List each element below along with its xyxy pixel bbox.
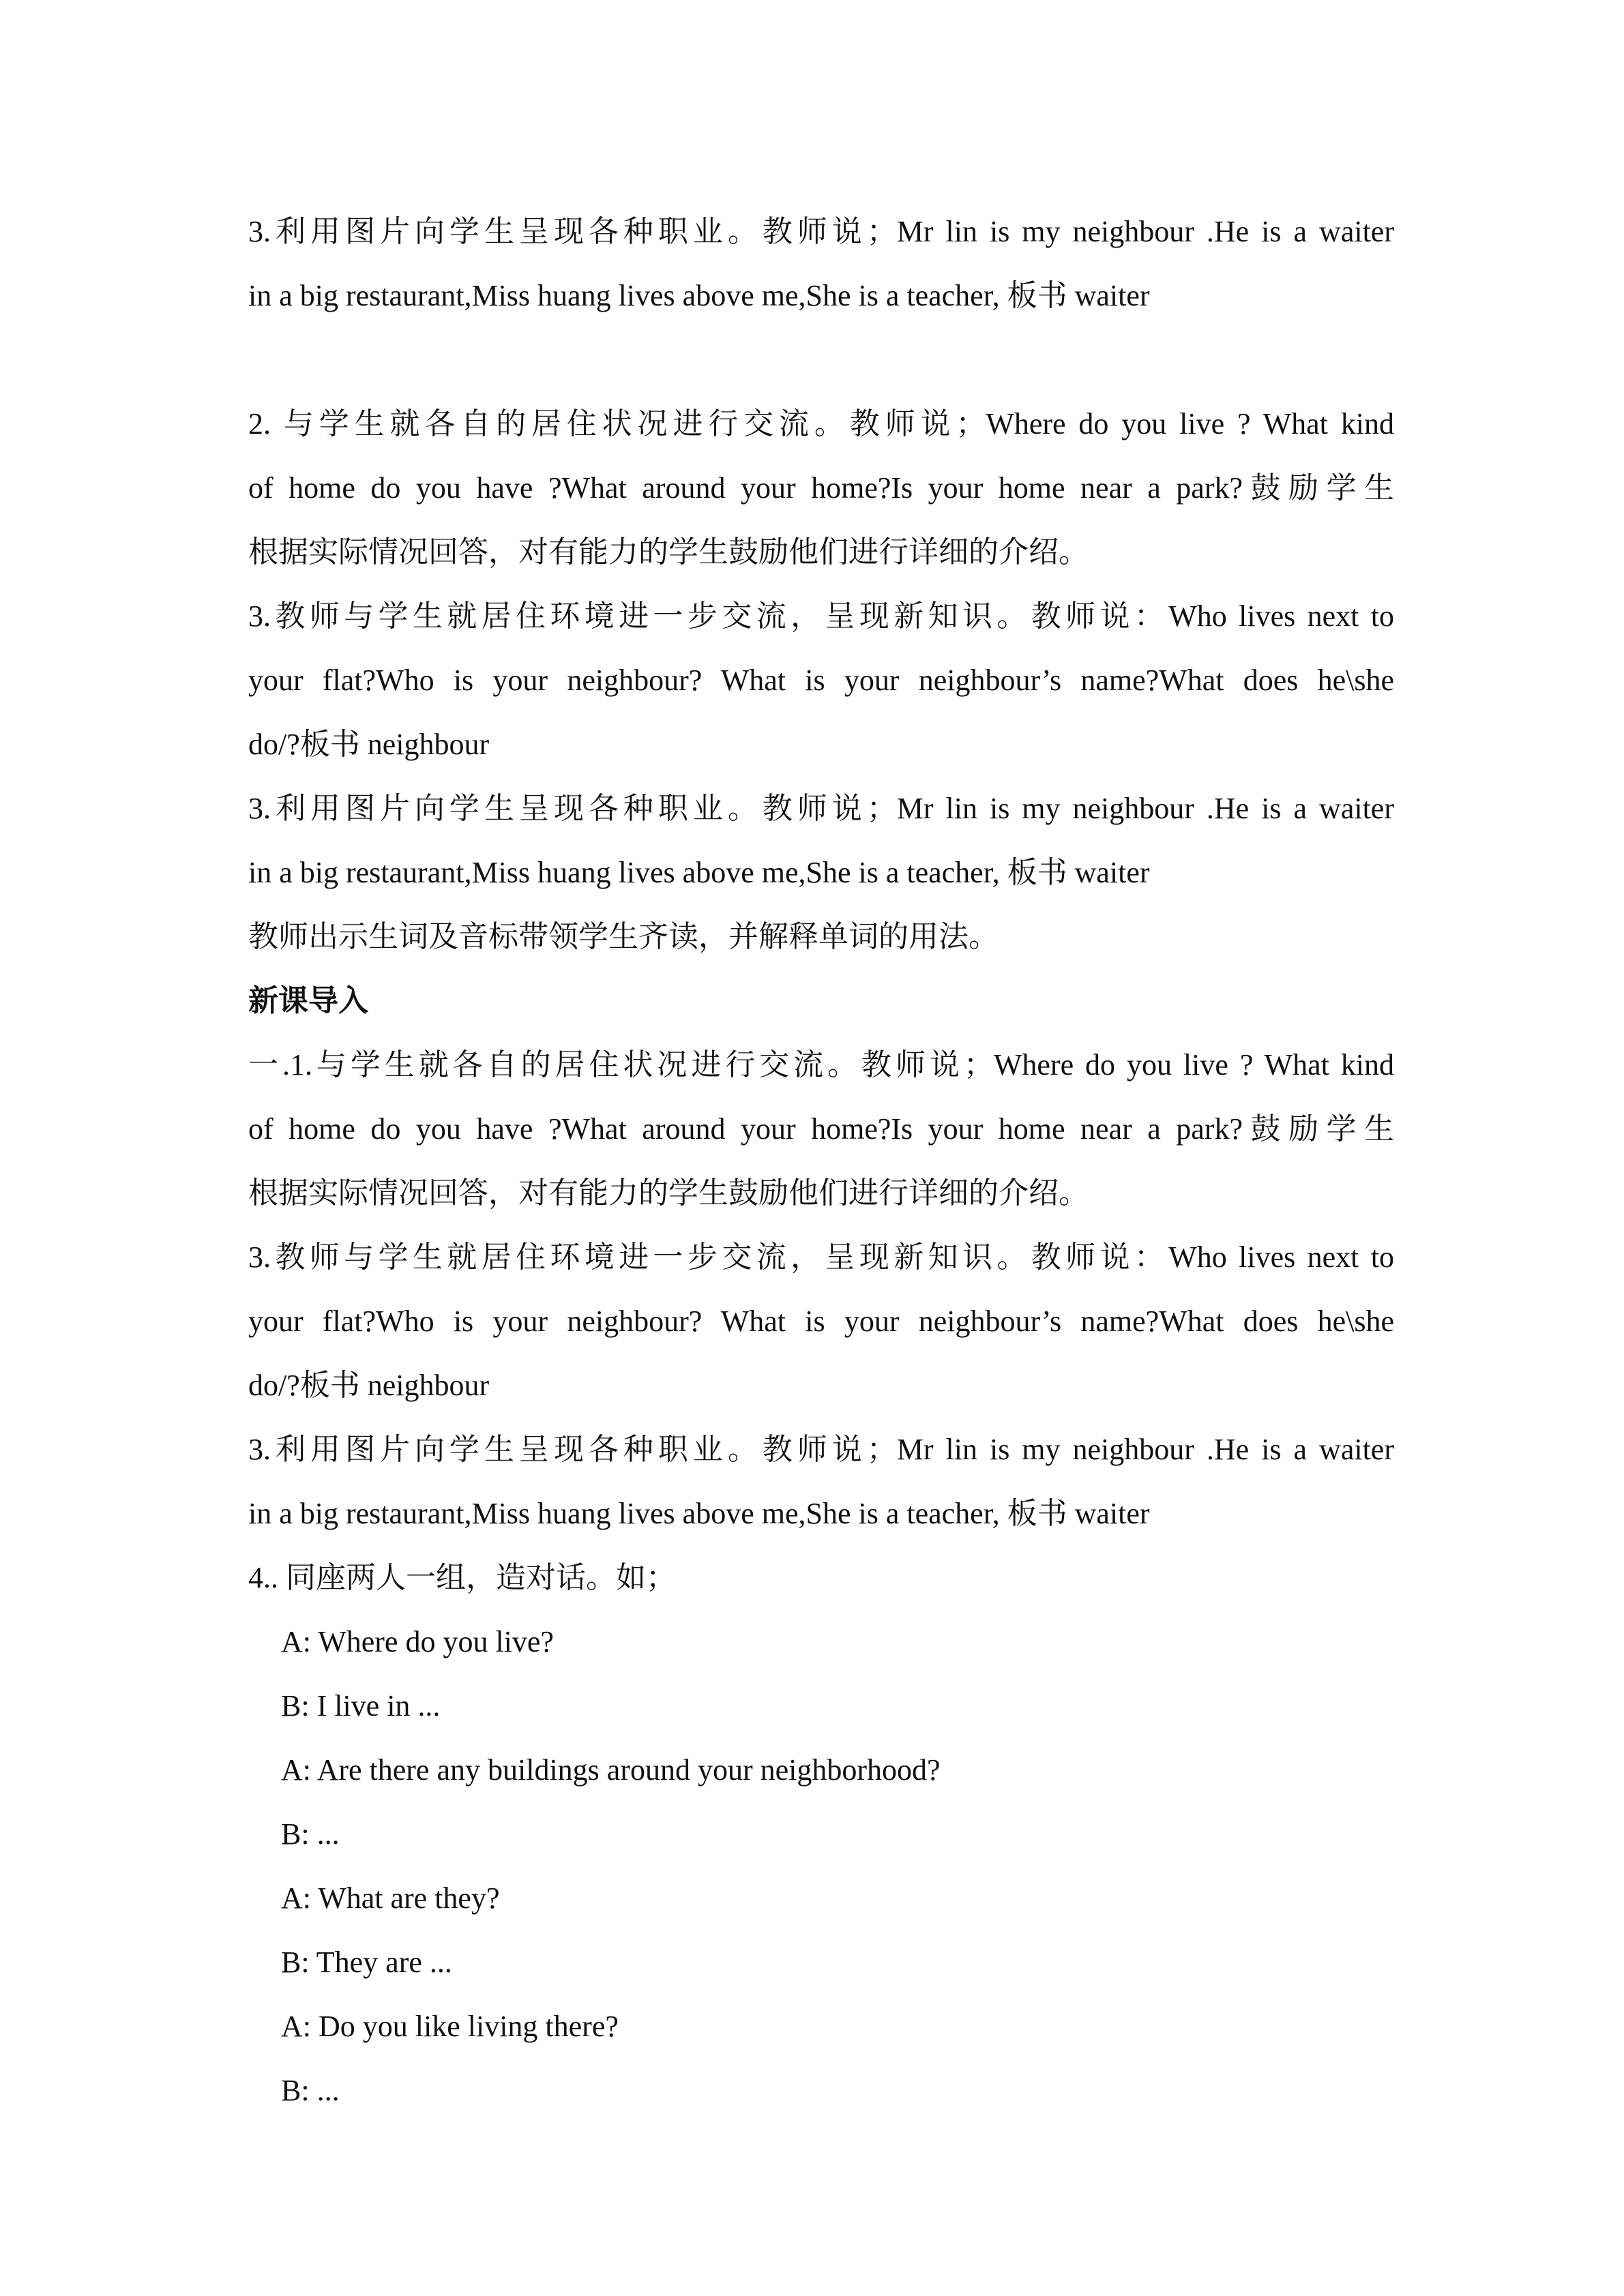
text-line: in a big restaurant,Miss huang lives above me,She is a teacher, 板书 waiter (248, 1497, 1150, 1530)
text-line: 3.教师与学生就居住环境进一步交流，呈现新知识。教师说：Who lives next to (248, 599, 1394, 633)
text-line: of home do you have ?What around your home?Is your home near a park?鼓励学生 (248, 471, 1394, 505)
text-line: 教师出示生词及音标带领学生齐读，并解释单词的用法。 (248, 920, 999, 953)
text-line: in a big restaurant,Miss huang lives above me,She is a teacher, 板书 waiter (248, 279, 1150, 312)
dialogue-line: B: ... (281, 1817, 340, 1851)
section-heading: 新课导入 (248, 984, 368, 1017)
text-line: 3.利用图片向学生呈现各种职业。教师说；Mr lin is my neighbour .He is a waiter (248, 215, 1394, 248)
dialogue-line: A: Do you like living there? (281, 2010, 619, 2043)
text-line: 3.教师与学生就居住环境进一步交流，呈现新知识。教师说：Who lives next to (248, 1240, 1394, 1274)
text-line: of home do you have ?What around your home?Is your home near a park?鼓励学生 (248, 1112, 1394, 1146)
text-line: 根据实际情况回答，对有能力的学生鼓励他们进行详细的介绍。 (248, 535, 1089, 569)
dialogue-line: B: I live in ... (281, 1689, 441, 1723)
text-line: do/?板书 neighbour (248, 728, 490, 761)
text-line: in a big restaurant,Miss huang lives above me,She is a teacher, 板书 waiter (248, 856, 1150, 889)
dialogue-line: B: ... (281, 2074, 340, 2107)
dialogue-line: A: Where do you live? (281, 1625, 554, 1658)
text-line: 2. 与学生就各自的居住状况进行交流。教师说；Where do you live ? What kind (248, 407, 1394, 441)
dialogue-line: B: They are ... (281, 1945, 452, 1979)
text-line: 3.利用图片向学生呈现各种职业。教师说；Mr lin is my neighbour .He is a waiter (248, 792, 1394, 825)
text-line: 3.利用图片向学生呈现各种职业。教师说；Mr lin is my neighbour .He is a waiter (248, 1433, 1394, 1466)
dialogue-line: A: Are there any buildings around your neighborhood? (281, 1753, 941, 1787)
text-line: 根据实际情况回答，对有能力的学生鼓励他们进行详细的介绍。 (248, 1176, 1089, 1210)
text-line: 一.1.与学生就各自的居住状况进行交流。教师说；Where do you live ? What kind (248, 1048, 1394, 1082)
text-line: your flat?Who is your neighbour? What is your neighbour’s name?What does he\she (248, 664, 1394, 697)
text-line: do/?板书 neighbour (248, 1369, 490, 1402)
text-line: your flat?Who is your neighbour? What is your neighbour’s name?What does he\she (248, 1304, 1394, 1338)
text-line: 4.. 同座两人一组，造对话。如； (248, 1561, 676, 1594)
dialogue-line: A: What are they? (281, 1881, 500, 1915)
